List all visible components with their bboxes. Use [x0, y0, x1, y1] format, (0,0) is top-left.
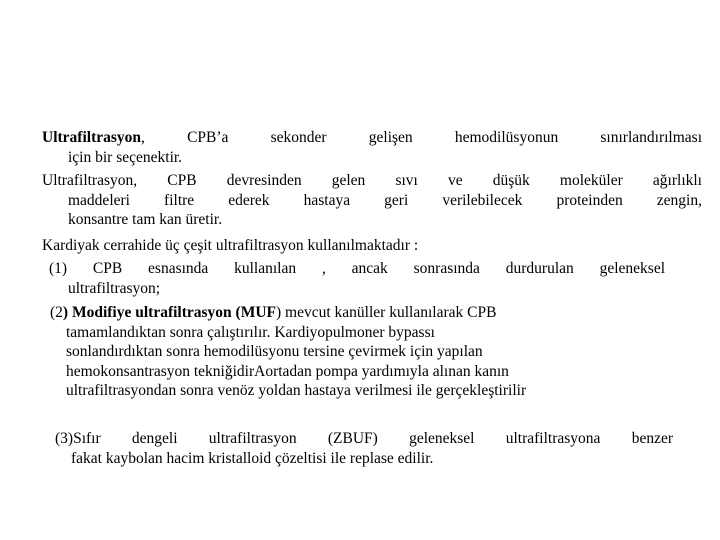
- paragraph-ultrafiltration-intro: [42, 128, 702, 167]
- paragraph-line: (1) CPB esnasında kullanılan , ancak sonrasında durdurulan geleneksel: [49, 260, 665, 277]
- paragraph-line: maddeleri filtre ederek hastaya geri verilebilecek proteinden zengin,: [68, 191, 702, 209]
- paragraph-three-types: [42, 236, 418, 256]
- paragraph-line: ultrafiltrasyondan sonra venöz yoldan hastaya verilmesi ile gerçekleştirilir: [66, 382, 527, 399]
- paragraph-line: Kardiyak cerrahide üç çeşit ultrafiltrasyon kullanılmaktadır :: [42, 237, 419, 254]
- paragraph-line: Ultrafiltrasyon, CPB devresinden gelen sıvı ve düşük moleküler ağırlıklı: [42, 172, 702, 189]
- list-item-modified-uf: [50, 303, 526, 401]
- text-run: ) mevcut kanüller kullanılarak CPB: [276, 304, 497, 321]
- paragraph-ultrafiltration-definition: [42, 171, 702, 230]
- list-item-zero-balance-uf: [55, 429, 673, 468]
- paragraph-line: (3)Sıfır dengeli ultrafiltrasyon (ZBUF) geleneksel ultrafiltrasyona benzer: [55, 430, 673, 447]
- paragraph-line: hemokonsantrasyon tekniğidirAortadan pompa yardımıyla alınan kanın: [66, 362, 509, 380]
- paragraph-line: ultrafiltrasyon;: [68, 279, 161, 297]
- paragraph-line: sonlandırdıktan sonra hemodilüsyonu tersine çevirmek için yapılan: [66, 343, 483, 360]
- bold-term: ) Modifiye ultrafiltrasyon (MUF: [62, 304, 277, 321]
- text-run: , CPB’a sekonder gelişen hemodilüsyonun sınırlandırılması: [141, 129, 702, 146]
- list-item-conventional-uf: [49, 259, 665, 298]
- bold-term: Ultrafiltrasyon: [42, 129, 142, 146]
- paragraph-line: fakat kaybolan hacim kristalloid çözeltisi ile replase edilir.: [71, 449, 434, 467]
- paragraph-line: konsantre tam kan üretir.: [68, 211, 223, 228]
- text-run: (2: [50, 304, 63, 321]
- paragraph-line: tamamlandıktan sonra çalıştırılır. Kardiyopulmoner bypassı: [66, 323, 435, 341]
- paragraph-line: [50, 303, 526, 323]
- paragraph-line: için bir seçenektir.: [68, 148, 183, 166]
- paragraph-line: [42, 128, 702, 148]
